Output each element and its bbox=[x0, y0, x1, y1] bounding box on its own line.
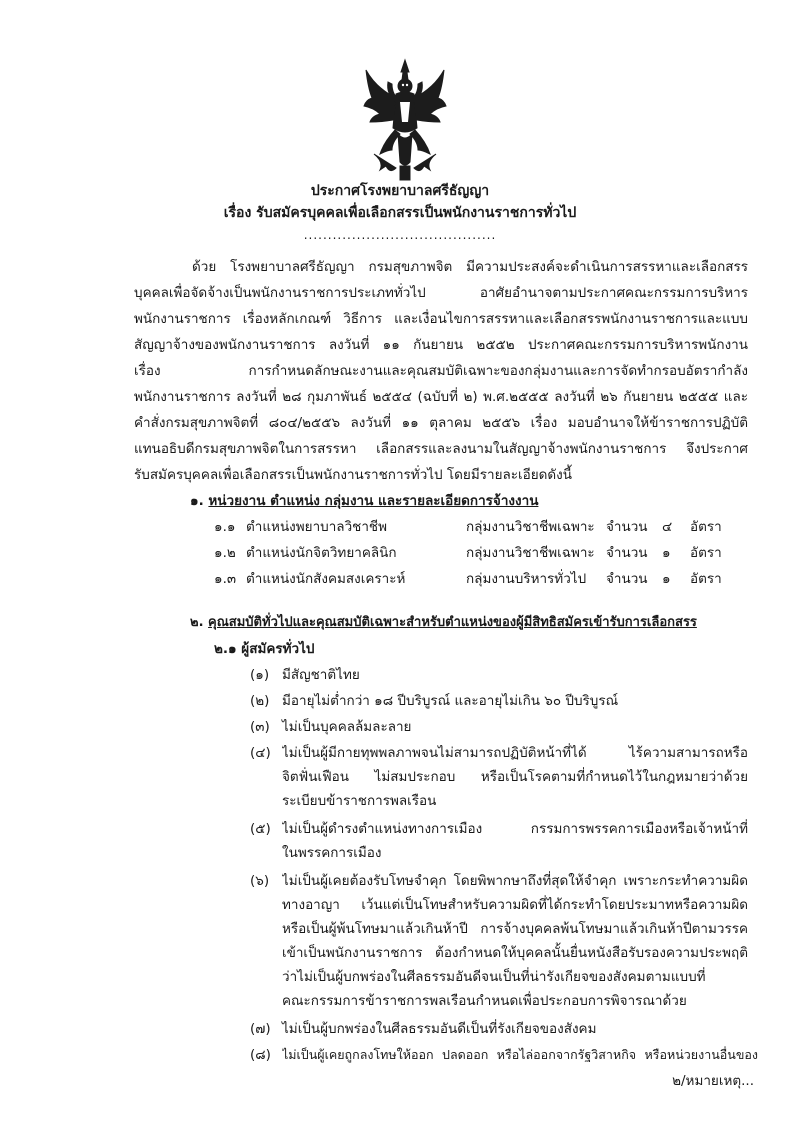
intro-line: สัญญาจ้างของพนักงานราชการ ลงวันที่ ๑๑ กันยายน ๒๕๕๒ ประกาศคณะกรรมการบริหารพนักงาน bbox=[134, 337, 748, 353]
position-title: ตำแหน่งพยาบาลวิชาชีพ bbox=[246, 519, 387, 535]
section-2-number: ๒. bbox=[190, 615, 204, 630]
announcement-title: ประกาศโรงพยาบาลศรีธัญญา bbox=[310, 183, 490, 199]
item-number: (๑) bbox=[250, 667, 270, 683]
position-unit: อัตรา bbox=[690, 519, 722, 535]
intro-line: พนักงานราชการ เรื่องหลักเกณฑ์ วิธีการ และเงื่อนไขการสรรหาและเลือกสรรพนักงานราชการและแบบ bbox=[134, 311, 748, 327]
item-text: ไม่เป็นผู้ดำรงตำแหน่งทางการเมือง กรรมการพรรคการเมืองหรือเจ้าหน้าที่ bbox=[282, 821, 748, 837]
item-text: ไม่เป็นผู้บกพร่องในศีลธรรมอันดีเป็นที่รังเกียจของสังคม bbox=[282, 1021, 597, 1037]
intro-line: บุคคลเพื่อจัดจ้างเป็นพนักงานราชการประเภททั่วไป อาศัยอำนาจตามประกาศคณะกรรมการบริหาร bbox=[134, 285, 748, 301]
separator-dots: ........................................ bbox=[303, 228, 497, 242]
item-text: ไม่เป็นบุคคลล้มละลาย bbox=[282, 719, 412, 735]
intro-line: เรื่อง การกำหนดลักษณะงานและคุณสมบัติเฉพาะของกลุ่มงานและการจัดทำกรอบอัตรากำลัง bbox=[134, 363, 748, 379]
position-row bbox=[0, 516, 800, 538]
position-row bbox=[0, 542, 800, 564]
item-text: จิตฟั่นเฟือน ไม่สมประกอบ หรือเป็นโรคตามที่กำหนดไว้ในกฎหมายว่าด้วย bbox=[282, 769, 748, 785]
item-text: ไม่เป็นผู้เคยต้องรับโทษจำคุก โดยพิพากษาถึงที่สุดให้จำคุก เพราะกระทำความผิด bbox=[282, 873, 748, 889]
item-number: (๓) bbox=[250, 719, 270, 735]
position-number: ๑.๑ bbox=[214, 519, 236, 535]
item-number: (๘) bbox=[250, 1047, 271, 1063]
item-text: ในพรรคการเมือง bbox=[282, 845, 382, 861]
intro-line: คำสั่งกรมสุขภาพจิตที่ ๘๐๔/๒๕๕๖ ลงวันที่ ๑๑ ตุลาคม ๒๕๕๖ เรื่อง มอบอำนาจให้ข้าราชการปฏิบัติ bbox=[134, 415, 748, 431]
position-number: ๑.๓ bbox=[214, 571, 237, 587]
continued-note: ๒/หมายเหตุ... bbox=[672, 1073, 754, 1089]
item-number: (๔) bbox=[250, 745, 271, 761]
position-number: ๑.๒ bbox=[214, 545, 236, 561]
position-group: กลุ่มงานบริหารทั่วไป bbox=[466, 571, 587, 587]
item-text: ไม่เป็นผู้มีกายทุพพลภาพจนไม่สามารถปฏิบัติหน้าที่ได้ ไร้ความสามารถหรือ bbox=[282, 745, 748, 761]
item-text: คณะกรรมการข้าราชการพลเรือนกำหนดเพื่อประกอบการพิจารณาด้วย bbox=[282, 993, 687, 1009]
item-number: (๗) bbox=[250, 1021, 271, 1037]
position-group: กลุ่มงานวิชาชีพเฉพาะ bbox=[466, 519, 595, 535]
section-2-heading bbox=[190, 612, 697, 634]
position-title: ตำแหน่งนักสังคมสงเคราะห์ bbox=[246, 571, 406, 587]
garuda-emblem-icon bbox=[362, 58, 448, 182]
position-unit: อัตรา bbox=[690, 545, 722, 561]
section-1-title: หน่วยงาน ตำแหน่ง กลุ่มงาน และรายละเอียดการจ้างงาน bbox=[208, 493, 539, 509]
position-title: ตำแหน่งนักจิตวิทยาคลินิก bbox=[246, 545, 397, 561]
intro-line: รับสมัครบุคคลเพื่อเลือกสรรเป็นพนักงานราชการทั่วไป โดยมีรายละเอียดดังนี้ bbox=[134, 467, 572, 483]
position-count: ๑ bbox=[662, 545, 671, 561]
section-1-number: ๑. bbox=[190, 493, 204, 509]
position-count-label: จำนวน bbox=[606, 571, 648, 587]
item-number: (๖) bbox=[250, 873, 270, 889]
intro-line: ด้วย โรงพยาบาลศรีธัญญา กรมสุขภาพจิต มีความประสงค์จะดำเนินการสรรหาและเลือกสรร bbox=[192, 259, 748, 275]
item-text: ระเบียบข้าราชการพลเรือน bbox=[282, 793, 437, 809]
announcement-subject: เรื่อง รับสมัครบุคคลเพื่อเลือกสรรเป็นพนักงานราชการทั่วไป bbox=[223, 205, 577, 221]
item-text: ว่าไม่เป็นผู้บกพร่องในศีลธรรมอันดีจนเป็นที่น่ารังเกียจของสังคมตามแบบที่ bbox=[282, 969, 706, 985]
item-text: มีสัญชาติไทย bbox=[282, 667, 360, 683]
position-group: กลุ่มงานวิชาชีพเฉพาะ bbox=[466, 545, 595, 561]
section-2-1-heading: ๒.๑ ผู้สมัครทั่วไป bbox=[214, 641, 315, 657]
item-text: ทางอาญา เว้นแต่เป็นโทษสำหรับความผิดที่ได้กระทำโดยประมาทหรือความผิด bbox=[282, 897, 748, 913]
item-number: (๒) bbox=[250, 693, 270, 709]
position-count: ๔ bbox=[662, 519, 673, 535]
intro-line: แทนอธิบดีกรมสุขภาพจิตในการสรรหา เลือกสรรและลงนามในสัญญาจ้างพนักงานราชการ จึงประกาศ bbox=[134, 441, 748, 457]
position-count: ๑ bbox=[662, 571, 671, 587]
item-text: มีอายุไม่ต่ำกว่า ๑๘ ปีบริบูรณ์ และอายุไม่เกิน ๖๐ ปีบริบูรณ์ bbox=[282, 693, 619, 709]
position-count-label: จำนวน bbox=[606, 545, 648, 561]
position-unit: อัตรา bbox=[690, 571, 722, 587]
item-text: เข้าเป็นพนักงานราชการ ต้องกำหนดให้บุคคลนั้นยื่นหนังสือรับรองความประพฤติ bbox=[282, 945, 748, 961]
section-1-heading bbox=[190, 490, 538, 512]
item-number: (๕) bbox=[250, 821, 271, 837]
section-2-title: คุณสมบัติทั่วไปและคุณสมบัติเฉพาะสำหรับตำแหน่งของผู้มีสิทธิสมัครเข้ารับการเลือกสรร bbox=[208, 615, 697, 630]
item-text: ไม่เป็นผู้เคยถูกลงโทษให้ออก ปลดออก หรือไล่ออกจากรัฐวิสาหกิจ หรือหน่วยงานอื่นของ bbox=[282, 1047, 758, 1062]
position-row bbox=[0, 568, 800, 590]
item-text: หรือเป็นผู้พ้นโทษมาแล้วเกินห้าปี การจ้างบุคคลพ้นโทษมาแล้วเกินห้าปีตามวรรค bbox=[282, 921, 748, 937]
intro-line: พนักงานราชการ ลงวันที่ ๒๘ กุมภาพันธ์ ๒๕๕๔ (ฉบับที่ ๒) พ.ศ.๒๕๕๕ ลงวันที่ ๒๖ กันยายน ๒๕๕๕ และ bbox=[134, 389, 748, 405]
position-count-label: จำนวน bbox=[606, 519, 648, 535]
